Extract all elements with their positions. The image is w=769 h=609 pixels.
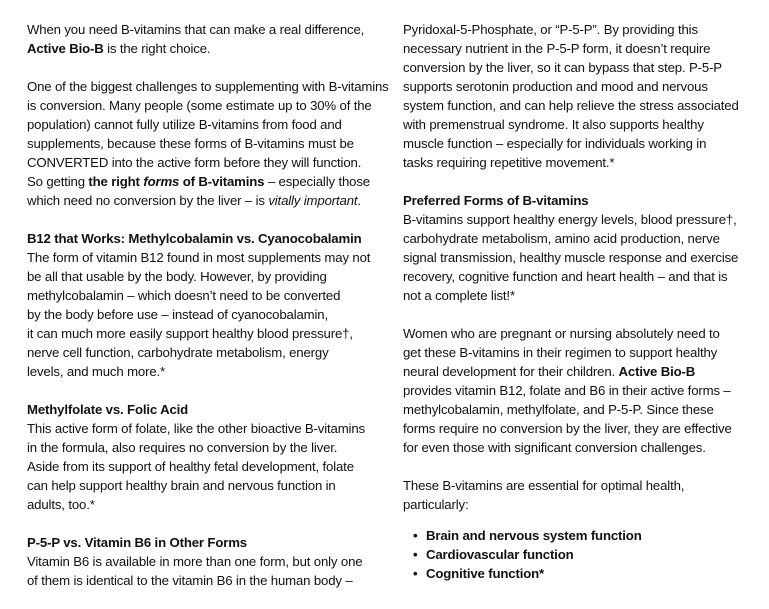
preferred-forms-section: Preferred Forms of B-vitamins B-vitamins support healthy energy levels, blood pressure†, carbohydrate metabolism, amino acid production, nerve signal transmission, healthy muscle response and exercise recovery, cognitive function and heart health – and that is not a complete list!* xyxy=(403,191,748,305)
list-item: • Cognitive function* xyxy=(413,566,545,581)
bullet-icon: • xyxy=(413,547,418,562)
benefits-list xyxy=(403,526,748,583)
women-paragraph: Women who are pregnant or nursing absolutely need to get these B-vitamins in their regimen to support healthy neural development for their children. Active Bio-B provides vitamin B12, folate and B6 in their active forms – methylcobalamin, methylfolate, and P-5-P. Since these forms require no conversion by the liver, they are effective for even those with significant conversion challenges. xyxy=(403,326,732,455)
brand-name: Active Bio-B xyxy=(618,364,696,379)
intro-line-2: Active Bio-B is the right choice. xyxy=(27,41,211,56)
bullet-icon: • xyxy=(413,566,418,581)
list-item: • Brain and nervous system function xyxy=(413,528,642,543)
bullet-icon: • xyxy=(413,528,418,543)
p5p-section: P-5-P vs. Vitamin B6 in Other Forms Vitamin B6 is available in more than one form, but only one of them is identical to the vitamin B6 in the human body – xyxy=(27,533,382,590)
brand-name: Active Bio-B xyxy=(27,41,104,56)
folate-section: Methylfolate vs. Folic Acid This active form of folate, like the other bioactive B-vitamins in the formula, also requires no conversion by the liver. Aside from its support of healthy fetal development, folate can help support healthy brain and nervous function in adults, too.* xyxy=(27,400,382,514)
essential-paragraph: These B-vitamins are essential for optimal health, particularly: xyxy=(403,478,685,512)
intro-paragraph xyxy=(27,20,382,58)
p5p-heading: P-5-P vs. Vitamin B6 in Other Forms xyxy=(27,535,247,550)
preferred-forms-heading: Preferred Forms of B-vitamins xyxy=(403,193,589,208)
right-column xyxy=(403,20,748,583)
b12-section: B12 that Works: Methylcobalamin vs. Cyanocobalamin The form of vitamin B12 found in most supplements may not be all that usable by the body. However, by providing methylcobalamin – which doesn’t need to be converted by the body before use – instead of cyanocobalamin, it can much more easily support healthy blood pressure†, nerve cell function, carbohydrate metabolism, energy levels, and much more.* xyxy=(27,229,382,381)
folate-heading: Methylfolate vs. Folic Acid xyxy=(27,402,189,417)
p5p-continued-paragraph: Pyridoxal-5-Phosphate, or “P-5-P”. By providing this necessary nutrient in the P-5-P form, it doesn’t require conversion by the liver, so it can bypass that step. P-5-P supports serotonin production and mood and nervous system function, and can help relieve the stress associated with premenstrual syndrome. It also supports healthy muscle function – especially for individuals working in tasks requiring repetitive movement.* xyxy=(403,22,739,170)
intro-line-1: When you need B-vitamins that can make a real difference, xyxy=(27,22,365,37)
list-item: • Cardiovascular function xyxy=(413,547,574,562)
b12-heading: B12 that Works: Methylcobalamin vs. Cyanocobalamin xyxy=(27,231,362,246)
left-column xyxy=(27,20,389,609)
conversion-paragraph: One of the biggest challenges to supplementing with B-vitamins is conversion. Many people (some estimate up to 30% of the population) cannot fully utilize B-vitamins from food and supplements, because these forms of B-vitamins must be CONVERTED into the active form before they will function. So getting the right forms of B-vitamins – especially those which need no conversion by the liver – is vitally important. xyxy=(27,79,389,208)
